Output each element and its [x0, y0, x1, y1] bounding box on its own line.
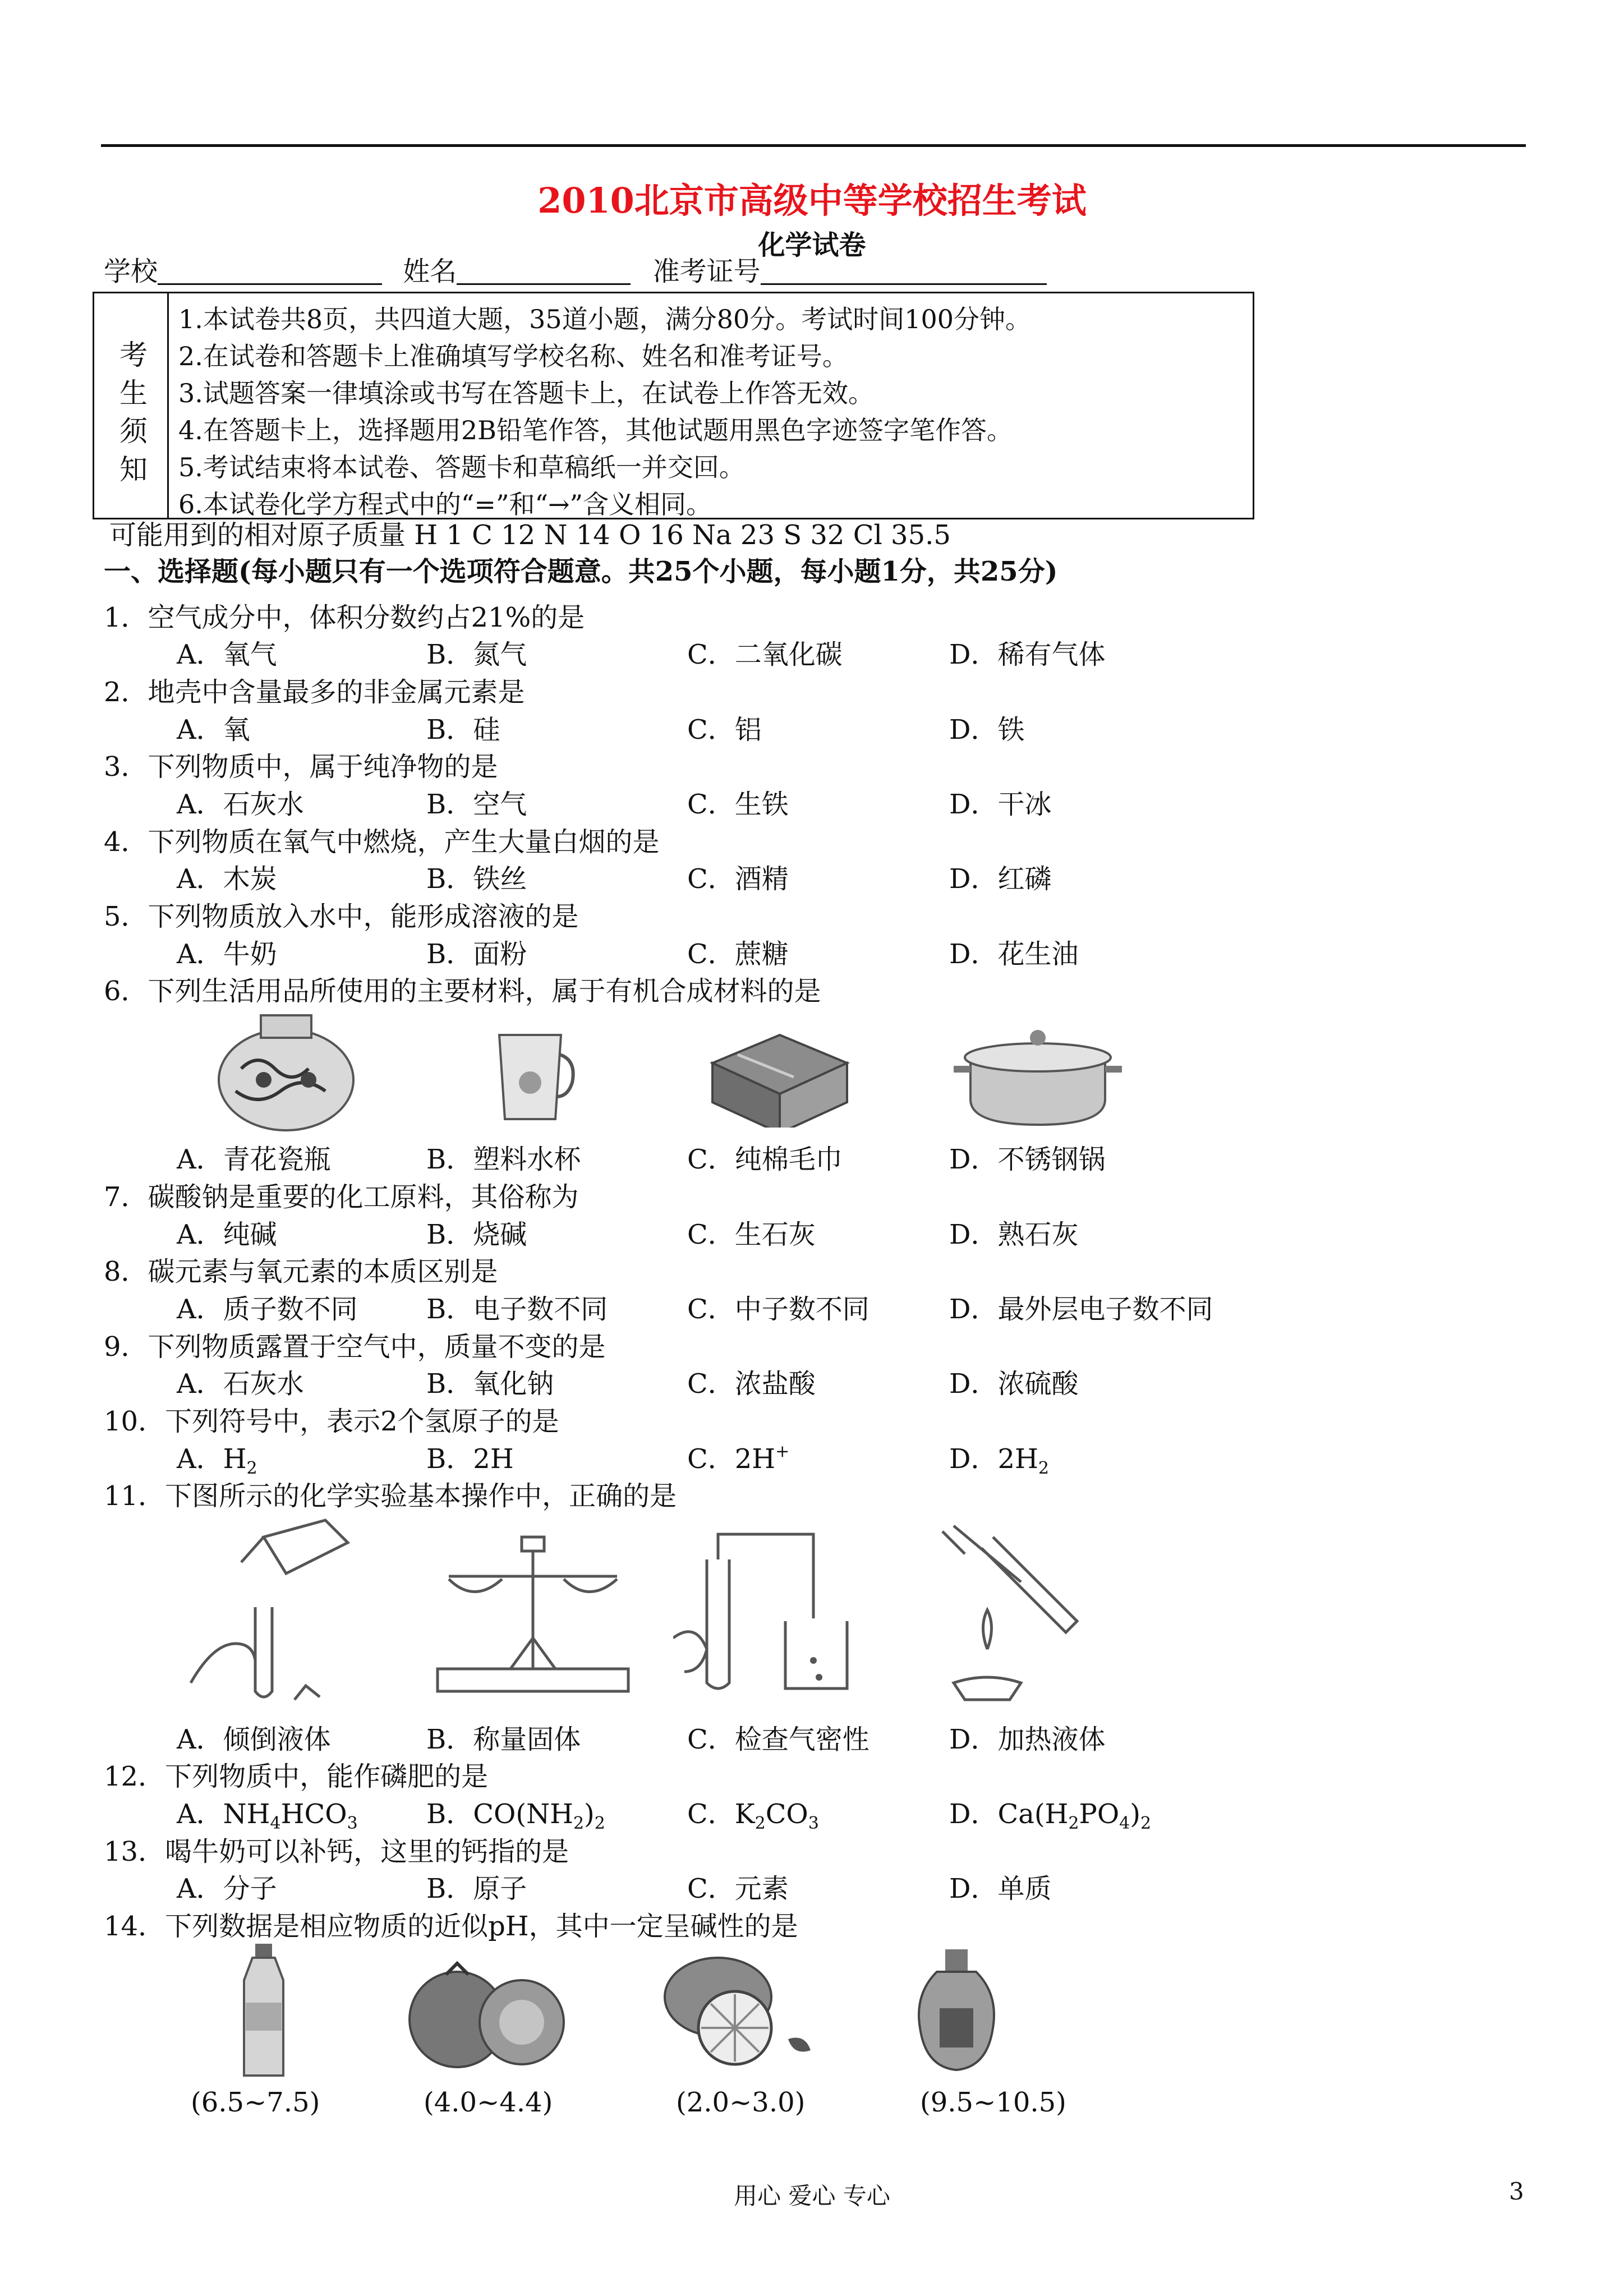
- option: B．烧碱: [426, 1219, 527, 1250]
- option-a: A．$H_2$: [177, 1443, 257, 1478]
- option-c: C．$K_2CO_3$: [687, 1798, 819, 1833]
- notice-line: 1.本试卷共8页，共四道大题，35道小题，满分80分。考试时间100分钟。: [178, 304, 1032, 334]
- option: A．倾倒液体: [177, 1724, 331, 1755]
- question-7: 7．碳酸钠是重要的化工原料，其俗称为: [104, 1181, 579, 1213]
- option: A．质子数不同: [177, 1294, 358, 1325]
- option: A．氧: [177, 714, 250, 746]
- option: C．检查气密性: [687, 1724, 869, 1755]
- question-5: 5．下列物质放入水中，能形成溶液的是: [104, 901, 579, 932]
- top-rule: [101, 144, 1526, 147]
- notice-side-label: [94, 293, 169, 518]
- option: D．浓硫酸: [949, 1368, 1079, 1400]
- balance-scale-image: [415, 1515, 651, 1705]
- option-a: A．$NH_4HCO_3$: [177, 1798, 358, 1833]
- option: A．石灰水: [177, 789, 304, 820]
- porcelain-vase-image: [208, 1007, 365, 1136]
- notice-line: 2.在试卷和答题卡上准确填写学校名称、姓名和准考证号。: [178, 341, 848, 371]
- soap-bottle-image: [914, 1947, 999, 2076]
- option: C．铝: [687, 714, 762, 746]
- option: B．氮气: [426, 639, 527, 670]
- option-b: B．$CO(NH_2)_2$: [426, 1798, 605, 1833]
- notice-side-char: 生: [119, 377, 148, 409]
- option: D．加热液体: [949, 1724, 1106, 1755]
- section-heading: 一、选择题(每小题只有一个选项符合题意。共25个小题，每小题1分，共25分): [104, 556, 1058, 587]
- option: D．不锈钢锅: [949, 1144, 1106, 1175]
- notice-line: 6.本试卷化学方程式中的“=”和“→”含义相同。: [178, 489, 712, 519]
- option: C．纯棉毛巾: [687, 1144, 843, 1175]
- question-2: 2．地壳中含量最多的非金属元素是: [104, 677, 525, 708]
- tomato-image: [401, 1958, 569, 2070]
- atomic-masses: 可能用到的相对原子质量 H 1 C 12 N 14 O 16 Na 23 S 32 Cl 35.5: [109, 519, 951, 551]
- ph-value: (2.0~3.0): [676, 2087, 806, 2118]
- water-bottle-image: [230, 1941, 297, 2081]
- question-13: 13．喝牛奶可以补钙，这里的钙指的是: [104, 1836, 569, 1867]
- notice-line: 5.考试结束将本试卷、答题卡和草稿纸一并交回。: [178, 452, 745, 482]
- question-4: 4．下列物质在氧气中燃烧，产生大量白烟的是: [104, 826, 660, 858]
- option: C．生铁: [687, 789, 789, 820]
- option: C．二氧化碳: [687, 639, 843, 670]
- option: A．石灰水: [177, 1368, 304, 1400]
- pouring-liquid-image: [180, 1515, 370, 1705]
- option: A．青花瓷瓶: [177, 1144, 331, 1175]
- notice-side-char: 须: [119, 415, 148, 448]
- question-8: 8．碳元素与氧元素的本质区别是: [104, 1256, 498, 1287]
- option: D．单质: [949, 1873, 1052, 1904]
- id-label: 准考证号: [652, 256, 761, 287]
- option: D．稀有气体: [949, 639, 1106, 670]
- question-1: 1．空气成分中，体积分数约占21%的是: [104, 602, 585, 633]
- exam-title: 2010北京市高级中等学校招生考试: [537, 180, 1087, 221]
- name-label: 姓名: [403, 256, 457, 287]
- option: C．元素: [687, 1873, 789, 1904]
- school-label: 学校: [104, 256, 158, 287]
- option: B．原子: [426, 1873, 527, 1904]
- ph-value: (9.5~10.5): [920, 2087, 1066, 2118]
- option: D．铁: [949, 714, 1025, 746]
- option: D．干冰: [949, 789, 1052, 820]
- ph-value: (6.5~7.5): [191, 2087, 320, 2118]
- notice-side-char: 考: [119, 339, 148, 371]
- option-c: C．2H+: [687, 1442, 790, 1475]
- option: C．生石灰: [687, 1219, 816, 1250]
- plastic-cup-image: [488, 1027, 578, 1128]
- airtight-check-image: [673, 1515, 853, 1705]
- id-blank: [761, 259, 1047, 285]
- option: A．牛奶: [177, 938, 277, 970]
- option-d: D．$2H_2$: [949, 1443, 1049, 1478]
- option: C．蔗糖: [687, 938, 789, 970]
- option: D．熟石灰: [949, 1219, 1079, 1250]
- cotton-towel-image: [704, 1024, 855, 1128]
- option: C．酒精: [687, 863, 789, 895]
- option: B．铁丝: [426, 863, 527, 895]
- option: B．电子数不同: [426, 1294, 608, 1325]
- option: B．塑料水杯: [426, 1144, 581, 1175]
- option: D．花生油: [949, 938, 1079, 970]
- question-12: 12．下列物质中，能作磷肥的是: [104, 1761, 489, 1792]
- option: B．面粉: [426, 938, 527, 970]
- notice-side-char: 知: [119, 453, 148, 486]
- school-field: [104, 258, 1047, 285]
- paper-subtitle: 化学试卷: [758, 229, 866, 261]
- notice-line: 3.试题答案一律填涂或书写在答题卡上，在试卷上作答无效。: [178, 378, 874, 408]
- option: B．硅: [426, 714, 500, 746]
- option: A．分子: [177, 1873, 277, 1904]
- option: A．纯碱: [177, 1219, 277, 1250]
- candidate-notice-box: [93, 292, 1254, 519]
- question-3: 3．下列物质中，属于纯净物的是: [104, 751, 498, 783]
- page-footer: 用心 爱心 专心: [734, 2182, 890, 2210]
- option: A．氧气: [177, 639, 277, 670]
- question-10: 10．下列符号中，表示2个氢原子的是: [104, 1406, 559, 1437]
- option-d: D．$Ca(H_2PO_4)_2$: [949, 1798, 1152, 1833]
- school-blank: [158, 259, 382, 285]
- option: C．浓盐酸: [687, 1368, 816, 1400]
- name-blank: [457, 259, 631, 285]
- heating-liquid-image: [920, 1515, 1099, 1705]
- option: A．木炭: [177, 863, 277, 895]
- question-14: 14．下列数据是相应物质的近似pH，其中一定呈碱性的是: [104, 1911, 798, 1942]
- option: D．最外层电子数不同: [949, 1294, 1213, 1325]
- option: B．氧化钠: [426, 1368, 554, 1400]
- page-number: 3: [1509, 2178, 1524, 2205]
- steel-pot-image: [954, 1021, 1122, 1133]
- option-b: B．2H: [426, 1443, 514, 1475]
- option: C．中子数不同: [687, 1294, 869, 1325]
- question-11: 11．下图所示的化学实验基本操作中，正确的是: [104, 1480, 677, 1512]
- question-6: 6．下列生活用品所使用的主要材料，属于有机合成材料的是: [104, 976, 821, 1007]
- option: D．红磷: [949, 863, 1052, 895]
- option: B．空气: [426, 789, 527, 820]
- option: B．称量固体: [426, 1724, 581, 1755]
- question-9: 9．下列物质露置于空气中，质量不变的是: [104, 1331, 606, 1363]
- lemon-image: [656, 1952, 825, 2070]
- notice-line: 4.在答题卡上，选择题用2B铅笔作答，其他试题用黑色字迹签字笔作答。: [178, 415, 1013, 445]
- ph-value: (4.0~4.4): [424, 2087, 553, 2118]
